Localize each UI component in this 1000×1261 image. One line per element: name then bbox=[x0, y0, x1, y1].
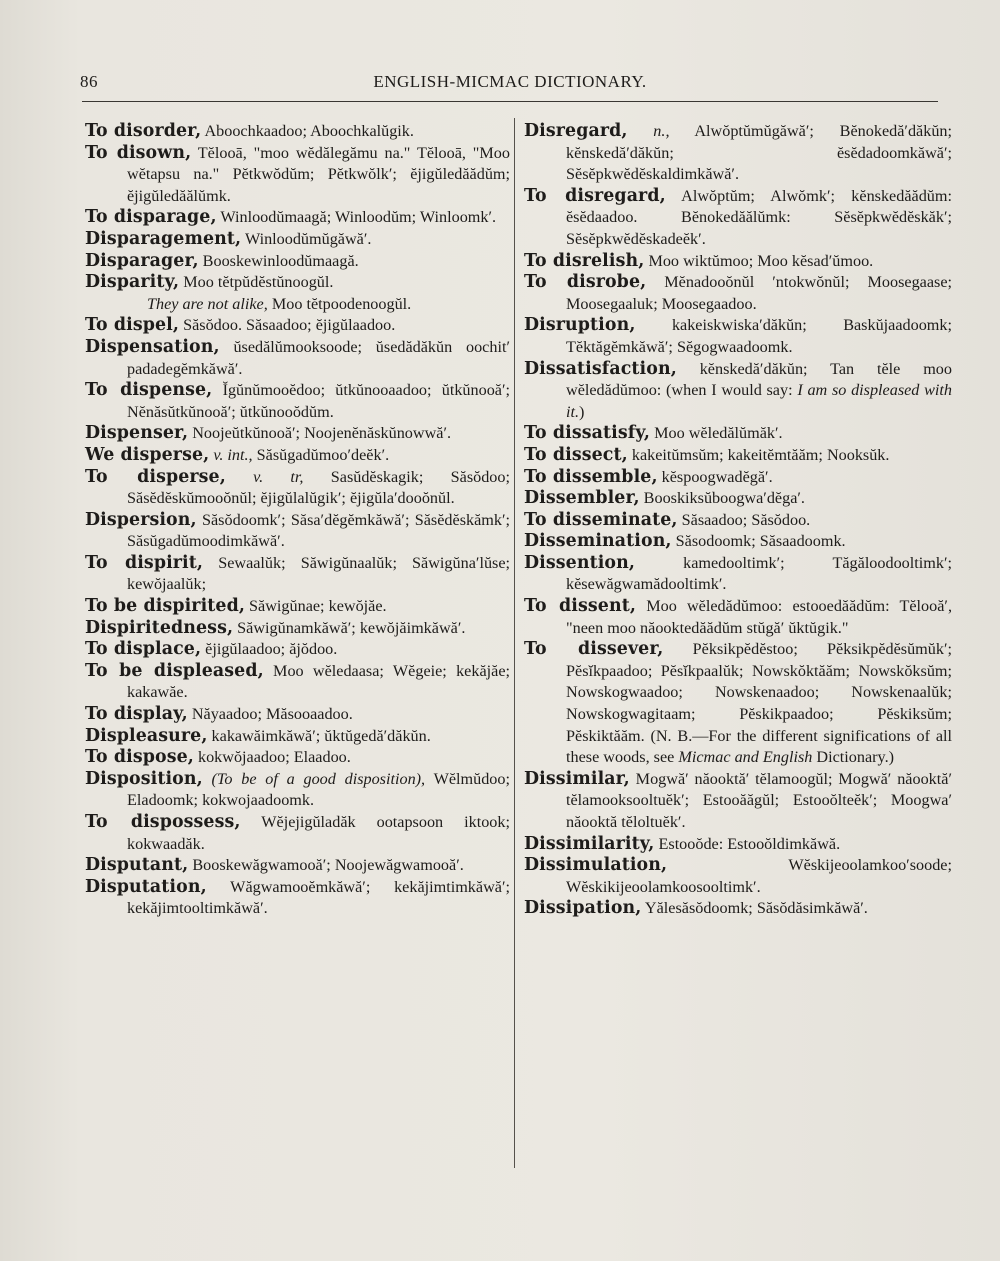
entry-definition: Săsŏdoo. Săsaadoo; ĕjigŭlaadoo. bbox=[183, 316, 396, 335]
dictionary-entry bbox=[524, 596, 952, 639]
left-column bbox=[85, 121, 510, 920]
entry-headword: Dispensation, bbox=[85, 336, 220, 357]
entry-definition: Aboochkaadoo; Aboochkalŭgik. bbox=[204, 122, 414, 140]
dictionary-entry bbox=[85, 747, 510, 769]
dictionary-entry bbox=[524, 121, 952, 186]
entry-definition: Săsaadoo; Săsŏdoo. bbox=[681, 510, 811, 529]
entry-definition: Winloodŭmaagă; Winloodŭm; Winloomk′. bbox=[220, 208, 497, 227]
entry-headword: Dissimilarity, bbox=[524, 833, 655, 854]
entry-headword: To dispirit, bbox=[85, 552, 204, 573]
entry-definition: Estooŏde: Estooŏldimkăwă. bbox=[658, 834, 841, 853]
dictionary-entry bbox=[85, 726, 510, 748]
entry-definition: Săsŏdoomk′; Săsa′dĕgĕmkăwă′; Săsĕdĕskămk′; Săsŭgadŭmoodimkăwă′. bbox=[127, 510, 510, 551]
entry-headword: Dissipation, bbox=[524, 898, 642, 919]
dictionary-entry bbox=[85, 877, 510, 920]
entry-definition: kakeitŭmsŭm; kakeitĕmtăăm; Nooksŭk. bbox=[631, 445, 890, 464]
dictionary-entry bbox=[524, 186, 952, 251]
dictionary-entry bbox=[524, 359, 952, 424]
dictionary-entry bbox=[524, 639, 952, 769]
entry-definition: Booskewinloodŭmaagă. bbox=[202, 251, 359, 270]
dictionary-entry bbox=[85, 553, 510, 596]
entry-headword: To dissect, bbox=[524, 444, 628, 465]
dictionary-entry bbox=[524, 251, 952, 273]
entry-headword: Disparagement, bbox=[85, 228, 242, 249]
dictionary-entry bbox=[524, 769, 952, 834]
dictionary-entry bbox=[85, 380, 510, 423]
entry-headword: To displace, bbox=[85, 639, 202, 660]
entry-definition: kamedooltimk′; Tăgăloodooltimk′; kĕsewăgwamădooltimk′. bbox=[566, 553, 952, 594]
entry-headword: To dispel, bbox=[85, 315, 180, 336]
entry-definition: Mĕnadooŏnŭl ′ntokwŏnŭl; Moosegaase; Moosegaaluk; Moosegaadoo. bbox=[566, 273, 953, 313]
entry-definition: Sasŭdĕskagik; Săsŏdoo; Săsĕdĕskŭmooŏnŭl; ĕjigŭlalŭgik′; ĕjigŭla′dooŏnŭl. bbox=[127, 467, 510, 508]
dictionary-entry bbox=[524, 510, 952, 532]
dictionary-entry bbox=[85, 337, 510, 380]
entry-headword: To disorder, bbox=[85, 121, 202, 141]
dictionary-entry bbox=[85, 596, 510, 618]
entry-example: I am so displeased with it. bbox=[566, 381, 953, 421]
entry-definition-tail: Dictionary.) bbox=[812, 748, 895, 767]
dictionary-entry bbox=[524, 423, 952, 445]
entry-example-english: They are not alike, bbox=[147, 294, 268, 313]
dictionary-entry bbox=[85, 121, 510, 143]
entry-definition-tail: ) bbox=[579, 402, 585, 421]
dictionary-entry bbox=[524, 488, 952, 510]
entry-headword: We disperse, bbox=[85, 444, 210, 465]
entry-definition: Booskiksŭboogwa′dĕga′. bbox=[643, 489, 805, 508]
entry-definition: kokwŏjaadoo; Elaadoo. bbox=[197, 748, 351, 767]
entry-definition: Săsodoomk; Săsaadoomk. bbox=[675, 532, 846, 551]
entry-headword: To be dispirited, bbox=[85, 596, 245, 617]
entry-headword: To dispose, bbox=[85, 747, 194, 768]
entry-definition: kakeiskwiska′dăkŭn; Baskŭjaadoomk; Tĕktăgĕmkăwă′; Sĕgogwaadoomk. bbox=[566, 316, 952, 356]
dictionary-entry bbox=[85, 855, 510, 877]
dictionary-entry bbox=[85, 618, 510, 640]
entry-definition: Ĭgŭnŭmooĕdoo; ŭtkŭnooaadoo; ŭtkŭnooă′; Nĕnăsŭtkŭnooă′; ŭtkŭnooŏdŭm. bbox=[127, 381, 511, 421]
entry-grammar-note: (To be of a good disposition), bbox=[211, 769, 426, 788]
entry-headword: To be displeased, bbox=[85, 660, 264, 681]
dictionary-entry bbox=[85, 639, 510, 661]
dictionary-entry bbox=[85, 423, 510, 445]
entry-headword: Disposition, bbox=[85, 768, 203, 789]
dictionary-entry bbox=[85, 143, 510, 208]
entry-headword: Dissention, bbox=[524, 552, 636, 573]
dictionary-entry bbox=[85, 315, 510, 337]
entry-headword: Dissimilar, bbox=[524, 768, 630, 789]
running-title: ENGLISH-MICMAC DICTIONARY. bbox=[373, 72, 647, 91]
dictionary-entry bbox=[524, 272, 952, 315]
entry-headword: To disperse, bbox=[85, 466, 226, 487]
entry-headword: To dissemble, bbox=[524, 466, 658, 487]
entry-headword: Displeasure, bbox=[85, 725, 208, 746]
entry-definition: Noojeŭtkŭnooă′; Noojenĕnăskŭnowwă′. bbox=[192, 424, 452, 443]
dictionary-entry bbox=[85, 445, 510, 467]
entry-definition: ŭsedălŭmooksoode; ŭsedădăkŭn oochit′ padadegĕmkăwă′. bbox=[127, 337, 510, 378]
entry-definition: Alwŏptŭm; Alwŏmk′; kĕnskedăădŭm: ĕsĕdaadoo. Bĕnokedăălŭmk: Sĕsĕpkwĕdĕskăk′; Sĕsĕpkwĕdĕskadeĕk′. bbox=[566, 186, 952, 248]
dictionary-entry bbox=[524, 553, 952, 596]
right-column bbox=[524, 121, 952, 920]
entry-definition: Sewaalŭk; Săwigŭnaalŭk; Săwigŭna′lŭse; kewŏjaalŭk; bbox=[127, 553, 511, 594]
entry-definition: Winloodŭmŭgăwă′. bbox=[244, 229, 372, 248]
entry-definition: Moo wiktŭmoo; Moo kĕsad′ŭmoo. bbox=[648, 251, 874, 270]
dictionary-entry bbox=[85, 251, 510, 273]
dictionary-entry bbox=[524, 898, 952, 920]
entry-definition: kĕnskedă′dăkŭn; Tan tĕle moo wĕledădŭmoo: (when I would say: bbox=[566, 359, 952, 400]
entry-headword: Dissatisfaction, bbox=[524, 358, 677, 379]
entry-headword: To disrelish, bbox=[524, 250, 645, 271]
entry-headword: Dissimulation, bbox=[524, 855, 668, 876]
entry-headword: Disparager, bbox=[85, 250, 199, 271]
header-rule bbox=[82, 101, 938, 102]
entry-grammar-note: v. int., bbox=[213, 445, 253, 464]
entry-example bbox=[127, 294, 510, 316]
entry-headword: To dispense, bbox=[85, 380, 213, 401]
entry-definition: Alwŏptŭmŭgăwă′; Bĕnokedă′dăkŭn; kĕnskedă′dăkŭn; ĕsĕdadoomkăwă′; Sĕsĕpkwĕdĕskaldimkăwă′. bbox=[566, 122, 953, 184]
dictionary-entry bbox=[85, 661, 510, 704]
dictionary-entry bbox=[85, 769, 510, 812]
entry-definition: Săwigŭnamkăwă′; kewŏjăimkăwă′. bbox=[237, 618, 466, 637]
dictionary-entry bbox=[524, 855, 952, 898]
dictionary-entry bbox=[524, 467, 952, 489]
entry-headword: To disparage, bbox=[85, 207, 217, 228]
entry-headword: To display, bbox=[85, 704, 188, 725]
entry-headword: To dissever, bbox=[524, 639, 664, 660]
dictionary-entry bbox=[524, 834, 952, 856]
dictionary-entry bbox=[524, 531, 952, 553]
entry-definition: Wăgwamooĕmkăwă′; kekăjimtimkăwă′; kekăjimtooltimkăwă′. bbox=[127, 877, 510, 918]
entry-headword: Disregard, bbox=[524, 121, 628, 141]
entry-definition: Moo wĕledădŭmoo: estooedăădŭm: Tĕlooă′, "neen moo năooktedăădŭm stŭgă′ ŭktŭgik." bbox=[566, 597, 953, 637]
entry-headword: Disputation, bbox=[85, 876, 207, 897]
dictionary-entry bbox=[524, 445, 952, 467]
entry-headword: To dispossess, bbox=[85, 812, 241, 832]
entry-definition: Moo wĕledaasa; Wĕgeie; kekăjăe; kakawăe. bbox=[127, 661, 511, 702]
entry-definition: Mogwă′ năooktă′ tĕlamoogŭl; Mogwă′ năooktă′ tĕlamooksooltuĕk′; Estooăăgŭl; Estooŏlteĕk′; Moogwa′ năooktă tĕloltuĕk′. bbox=[566, 769, 952, 831]
entry-headword: Dissembler, bbox=[524, 488, 640, 509]
dictionary-entry bbox=[85, 467, 510, 510]
column-divider bbox=[514, 118, 515, 1168]
entry-headword: Disputant, bbox=[85, 855, 189, 876]
page-number: 86 bbox=[80, 72, 98, 91]
dictionary-entry bbox=[85, 704, 510, 726]
entry-definition: Săsŭgadŭmoo′deĕk′. bbox=[252, 445, 390, 464]
dictionary-entry bbox=[85, 229, 510, 251]
entry-definition: kĕspoogwadĕgă′. bbox=[661, 467, 773, 486]
entry-definition: Pĕksikpĕdĕstoo; Pĕksikpĕdĕsŭmŭk′; Pĕsĭkpaadoo; Pĕsĭkpaalŭk; Nowskŏktăăm; Nowskŏksŭm; Nowskogwaadoo; Nowskenaadoo; Nowskenaalŭk; Nowskogwagitaam; Pĕskikpaadoo; Pĕskiksŭm; Pĕskiktăăm. (N. B.—For the different significations of all these woods, see bbox=[566, 640, 952, 767]
entry-definition: ĕjigŭlaadoo; ăjŏdoo. bbox=[205, 640, 338, 659]
entry-headword: To disrobe, bbox=[524, 272, 647, 293]
entry-definition: Wĕlmŭdoo; Eladoomk; kokwojaadoomk. bbox=[127, 769, 510, 810]
entry-headword: Disparity, bbox=[85, 272, 180, 293]
entry-definition: Moo tĕtpŭdĕstŭnoogŭl. bbox=[183, 273, 334, 292]
entry-headword: Dispiritedness, bbox=[85, 617, 234, 638]
entry-headword: To disown, bbox=[85, 142, 192, 163]
entry-definition: Yălesăsŏdoomk; Săsŏdăsimkăwă′. bbox=[644, 899, 868, 918]
entry-example-micmac: Moo tĕtpoodenoogŭl. bbox=[267, 294, 412, 313]
entry-definition: Wĕjejigŭladăk ootapsoon iktook; kokwaadăk. bbox=[127, 813, 510, 853]
dictionary-entry bbox=[524, 315, 952, 358]
entry-definition: Wĕskijeoolamkoo′soode; Wĕskikijeoolamkoosooltimk′. bbox=[566, 856, 952, 896]
entry-reference-title: Micmac and English bbox=[678, 748, 813, 767]
entry-headword: To dissatisfy, bbox=[524, 423, 651, 444]
entry-definition: Booskewăgwamooă′; Noojewăgwamooă′. bbox=[192, 856, 464, 875]
entry-headword: Dispenser, bbox=[85, 423, 189, 444]
page-header bbox=[80, 72, 940, 96]
dictionary-entry bbox=[85, 207, 510, 229]
entry-definition: kakawăimkăwă′; ŭktŭgedă′dăkŭn. bbox=[211, 726, 431, 745]
entry-definition: Săwigŭnae; kewŏjăe. bbox=[249, 597, 387, 616]
entry-definition: Tĕlooā, "moo wĕdălegămu na." Tĕlooā, "Moo wĕtapsu na." Pĕtkwŏdŭm; Pĕtkwŏlk′; ĕjigŭledăădŭm; ĕjigŭledăălŭmk. bbox=[127, 143, 510, 205]
entry-definition: Năyaadoo; Măsooaadoo. bbox=[191, 705, 353, 724]
dictionary-entry bbox=[85, 812, 510, 855]
entry-headword: Dissemination, bbox=[524, 531, 672, 552]
entry-headword: To dissent, bbox=[524, 596, 636, 617]
entry-headword: Disruption, bbox=[524, 315, 636, 336]
entry-headword: To disregard, bbox=[524, 185, 666, 206]
entry-definition: Moo wĕledălŭmăk′. bbox=[654, 424, 783, 443]
dictionary-entry bbox=[85, 272, 510, 315]
entry-headword: To disseminate, bbox=[524, 509, 678, 530]
entry-grammar-note: n., bbox=[653, 122, 670, 140]
entry-grammar-note: v. tr, bbox=[253, 467, 304, 486]
entry-headword: Dispersion, bbox=[85, 509, 197, 530]
dictionary-entry bbox=[85, 510, 510, 553]
